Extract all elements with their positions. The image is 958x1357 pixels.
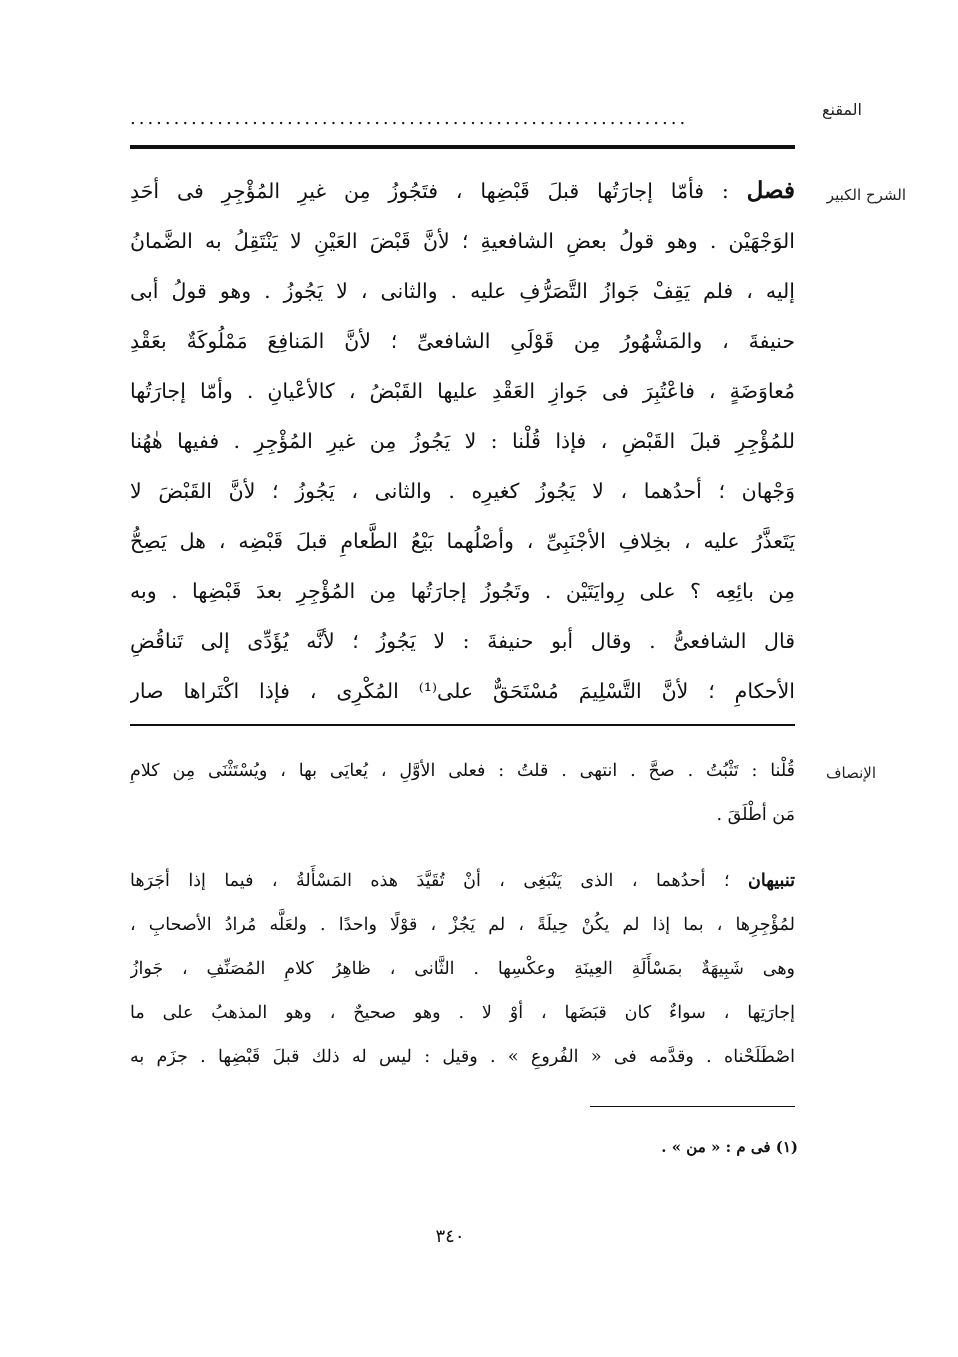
header-dotted-rule: ................................................................ [130,108,689,128]
header-thick-rule [130,145,795,149]
tanbih-line-1-text: ؛ أحدُهما ، الذى يَنْبَغِى ، أنْ تُقَيَّدَ هذه المَسْأَلةُ ، فيما إذا أجَرَها [130,871,730,891]
sharh-line-4: حنيفةَ ، والمَشْهُورُ مِن قَوْلَىِ الشافعىِّ ؛ لأنَّ المَنافِعَ مَمْلُوكَةٌ بعَقْدِ [130,329,795,353]
tanbih-line-3: وهى شَبِيهَةٌ بمَسْأَلَةِ العِينَةِ وعكْسِها . الثَّانى ، ظاهِرُ كلامِ المُصَنِّفِ ، جَوازُ [130,959,795,979]
tanbih-line-5: اصْطَلَحْناه . وقدَّمه فى « الفُروعِ » . وقيل : ليس له ذلك قبلَ قَبْضِها . جزَم به [130,1047,795,1067]
tanbih-line-2: لمُؤْجِرِها ، بما إذا لم يكُنْ حِيلَةً ، لم يَجُزْ ، قوْلًا واحدًا . ولعَلَّه مُرادُ الأصحابِ ، [130,915,795,935]
footnote: (١) فى م : « من » . [661,1138,798,1156]
sharh-line-3: إليه ، فلم يَقِفْ جَوازُ التَّصَرُّفِ عليه . والثانى ، لا يَجُوزُ . وهو قولُ أبى [130,279,795,303]
margin-label-insaf: الإنصاف [825,764,876,782]
margin-label-sharh: الشرح الكبير [826,186,906,204]
book-title: المقنع [821,100,862,119]
tanbih-heading: تنبيهان [748,871,795,891]
sharh-line-5: مُعاوَضَةٍ ، فاعْتُبِرَ فى جَوازِ العَقْدِ عليها القَبْضُ ، كالأعْيانِ . وأمّا إجارَتُها [130,379,795,403]
page-number: ٣٤٠ [435,1226,465,1247]
insaf-line-1: قُلْنا : تَثْبُتُ . صحَّ . انتهى . قلتُ : فعلى الأوَّلِ ، يُعايَى بها ، ويُسْتَثْنَى مِن كلامِ [130,761,795,781]
sharh-line-1 [130,172,795,210]
sharh-line-6: للمُؤْجِرِ قبلَ القَبْضِ ، فإذا قُلْنا : لا يَجُوزُ مِن غيرِ المُؤْجِرِ . ففيها هٰهُنا [130,429,795,453]
sharh-line-10: قال الشافعىُّ . وقال أبو حنيفةَ : لا يَجُوزُ ؛ لأنَّه يُؤَدِّى إلى تَناقُضِ [130,629,795,653]
sharh-line-1-text: : فأمّا إجارَتُها قبلَ قَبْضِها ، فتَجُوزُ مِن غيرِ المُؤْجِرِ فى أحَدِ [130,179,729,203]
footnote-rule [590,1106,795,1107]
sharh-line-2: الوَجْهَيْن . وهو قولُ بعضِ الشافعيةِ ؛ لأنَّ قَبْضَ العَيْنِ لا يَنْتَقِلُ به الضَّمانُ [130,229,795,253]
sharh-line-11: الأحكامِ ؛ لأنَّ التَّسْلِيمَ مُسْتَحَقٌّ على⁽¹⁾ المُكْرِى ، فإذا اكْتَراها صار [130,679,795,703]
sharh-line-9: مِن بائِعِه ؟ على رِوايَتَيْن . وتَجُوزُ إجارَتُها مِن المُؤْجِرِ بعدَ قَبْضِها . وبه [130,579,795,603]
tanbih-line-4: إجارَتِها ، سواءٌ كان قبَضَها ، أوْ لا . وهو صحيحٌ ، وهو المذهبُ على ما [130,1003,795,1023]
section-heading-fasl: فصل [746,177,795,204]
insaf-line-2: مَن أطْلَقَ . [716,805,795,825]
sharh-line-7: وَجْهان ؛ أحدُهما ، لا يَجُوزُ كغيرِه . والثانى ، يَجُوزُ ؛ لأنَّ القَبْضَ لا [130,479,795,503]
tanbih-line-1 [130,864,795,898]
sharh-line-8: يَتَعذَّرُ عليه ، بخِلافِ الأجْنَبِىِّ ، وأصْلُهما بَيْعُ الطَّعامِ قبلَ قَبْضِه ، هل يَصِحُّ [130,529,795,553]
section-divider-rule [130,724,795,726]
